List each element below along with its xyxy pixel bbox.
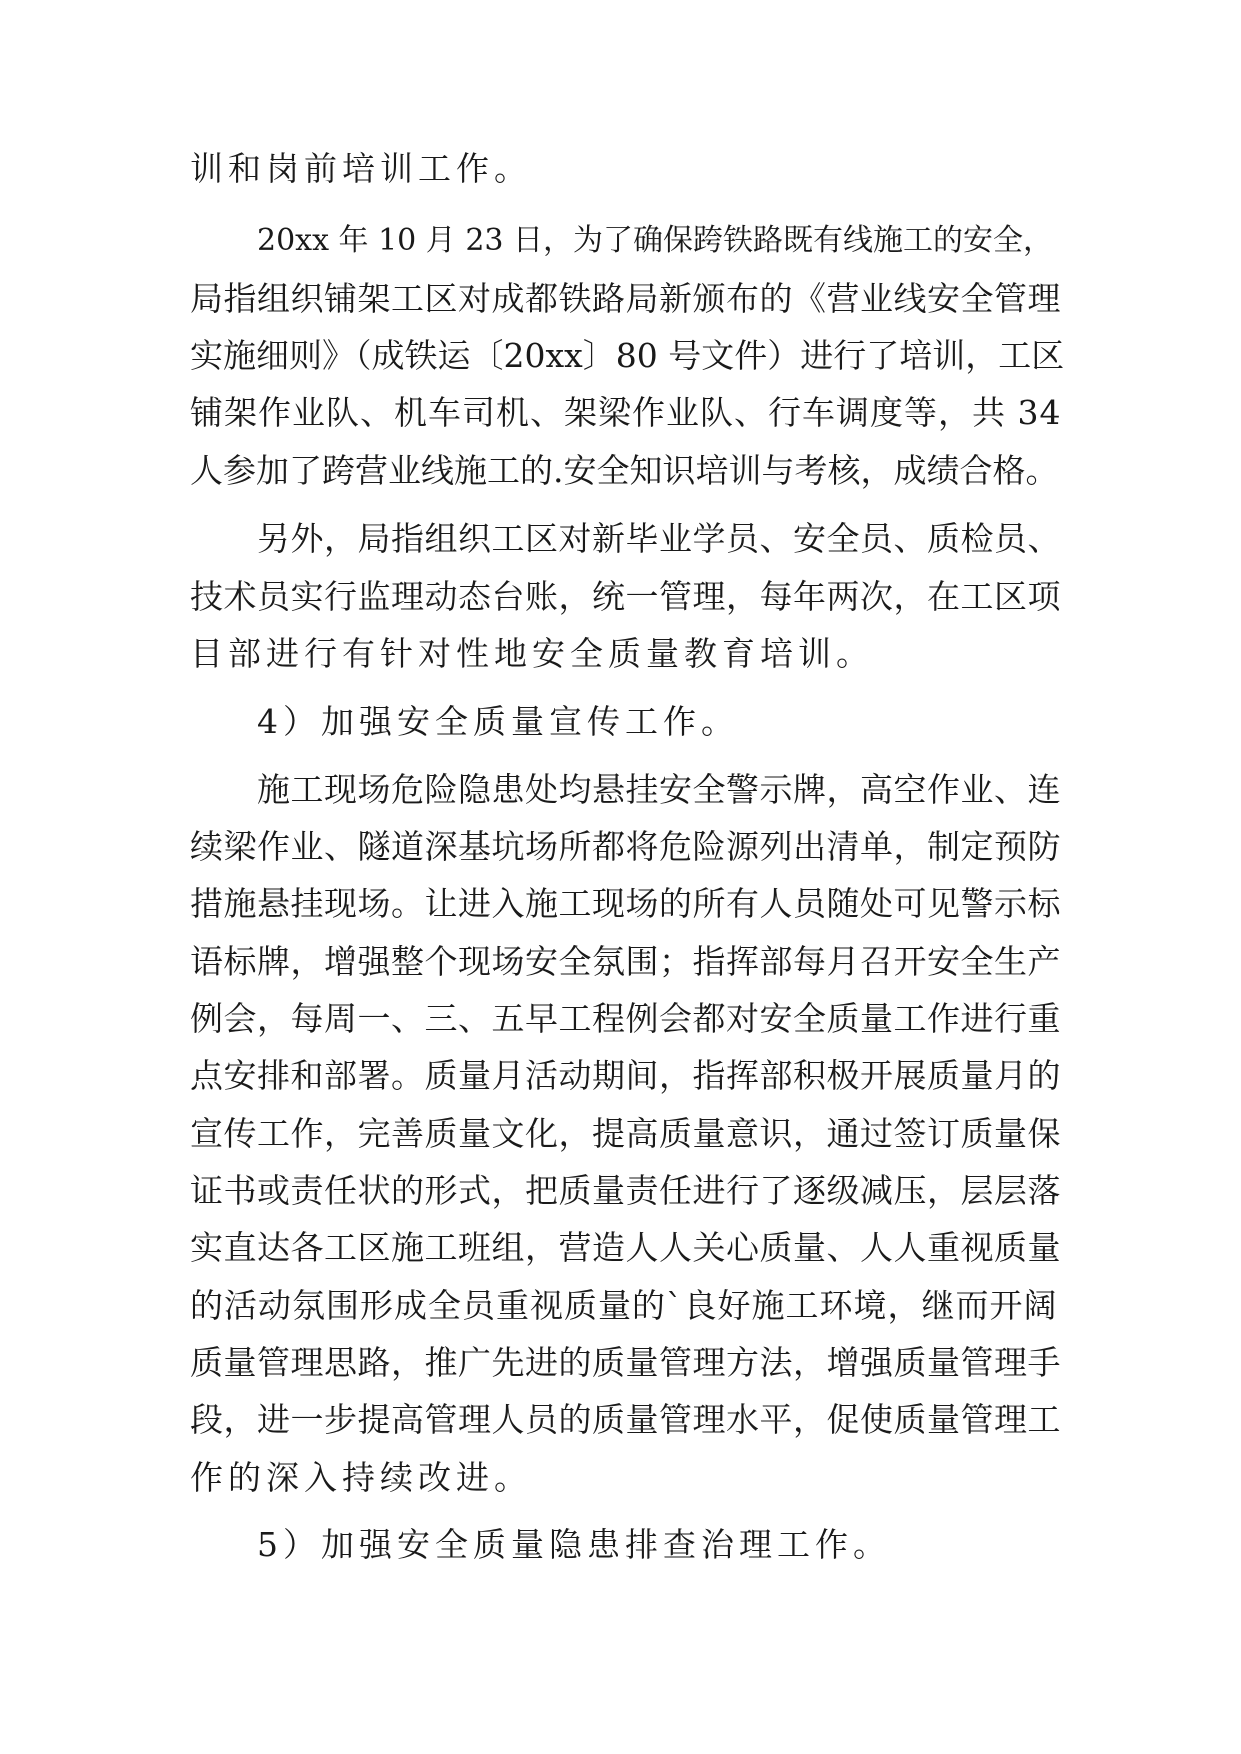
text-line: 质量管理思路，推广先进的质量管理方法，增强质量管理手 xyxy=(190,1343,1061,1382)
text-line: 作的深入持续改进。 xyxy=(190,1458,532,1497)
text-line: 语标牌，增强整个现场安全氛围；指挥部每月召开安全生产 xyxy=(190,942,1061,981)
text-line: 续梁作业、隧道深基坑场所都将危险源列出清单，制定预防 xyxy=(190,827,1061,866)
paragraph-start-line: 另外，局指组织工区对新毕业学员、安全员、质检员、 xyxy=(257,519,1061,558)
paragraph-start-line: 施工现场危险隐患处均悬挂安全警示牌，高空作业、连 xyxy=(257,770,1061,809)
text-line: 证书或责任状的形式，把质量责任进行了逐级减压，层层落 xyxy=(190,1171,1061,1210)
text-line: 目部进行有针对性地安全质量教育培训。 xyxy=(190,634,874,673)
paragraph-start-line: 20xx 年 10 月 23 日，为了确保跨铁路既有线施工的安全， xyxy=(257,223,1054,258)
text-line: 点安排和部署。质量月活动期间，指挥部积极开展质量月的 xyxy=(190,1056,1061,1095)
text-line: 的活动氛围形成全员重视质量的`良好施工环境，继而开阔 xyxy=(190,1286,1058,1325)
text-line: 实施细则》（成铁运〔20xx〕80 号文件）进行了培训，工区 xyxy=(190,336,1065,375)
text-line: 措施悬挂现场。让进入施工现场的所有人员随处可见警示标 xyxy=(190,884,1061,923)
text-line: 人参加了跨营业线施工的.安全知识培训与考核，成绩合格。 xyxy=(190,451,1059,490)
text-line: 实直达各工区施工班组，营造人人关心质量、人人重视质量 xyxy=(190,1228,1061,1267)
text-line: 训和岗前培训工作。 xyxy=(190,149,532,188)
text-line: 技术员实行监理动态台账，统一管理，每年两次，在工区项 xyxy=(190,577,1061,616)
section-heading: 5）加强安全质量隐患排查治理工作。 xyxy=(257,1525,891,1564)
section-heading: 4）加强安全质量宣传工作。 xyxy=(257,702,739,741)
text-line: 铺架作业队、机车司机、架梁作业队、行车调度等，共 34 xyxy=(190,393,1062,432)
text-line: 例会，每周一、三、五早工程例会都对安全质量工作进行重 xyxy=(190,999,1061,1038)
text-line: 段，进一步提高管理人员的质量管理水平，促使质量管理工 xyxy=(190,1400,1061,1439)
text-line: 宣传工作，完善质量文化，提高质量意识，通过签订质量保 xyxy=(190,1114,1061,1153)
text-line: 局指组织铺架工区对成都铁路局新颁布的《营业线安全管理 xyxy=(190,279,1061,318)
